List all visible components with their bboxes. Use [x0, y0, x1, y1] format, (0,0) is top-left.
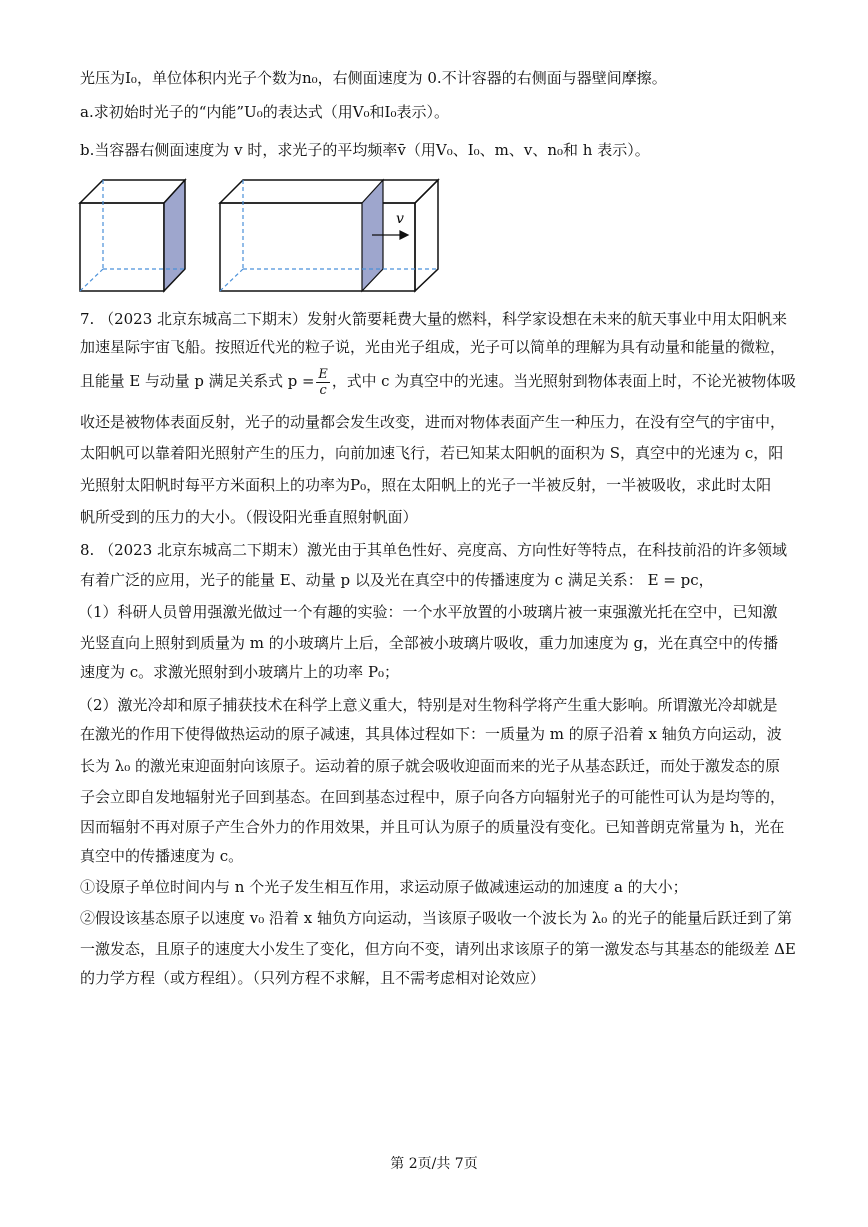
text-line: 7. （2023 北京东城高二下期末）发射火箭要耗费大量的燃料，科学家设想在未来的航天事业中用太阳帆来: [80, 310, 788, 328]
text-line: 长为 λ₀ 的激光束迎面射向该原子。运动着的原子就会吸收迎面而来的光子从基态跃迁，而处于激发态的原: [80, 757, 781, 775]
small-box: [80, 180, 185, 291]
text-line: （2）激光冷却和原子捕获技术在科学上意义重大，特别是对生物科学将产生重大影响。所谓激光冷却就是: [78, 696, 778, 714]
text-line: 光压为I₀，单位体积内光子个数为n₀，右侧面速度为 0.不计容器的右侧面与器壁间摩擦。: [80, 69, 667, 87]
text-line: 速度为 c。求激光照射到小玻璃片上的功率 P₀；: [80, 663, 400, 681]
container-figure: [78, 175, 440, 293]
fraction-denominator: c: [319, 382, 327, 398]
text-line: 子会立即自发地辐射光子回到基态。在回到基态过程中，原子向各方向辐射光子的可能性可认为是均等的，: [80, 788, 786, 806]
text-line: 因而辐射不再对原子产生合外力的作用效果，并且可认为原子的质量没有变化。已知普朗克常量为 h，光在: [80, 818, 785, 836]
text-line: 收还是被物体表面反射，光子的动量都会发生改变，进而对物体表面产生一种压力，在没有空气的宇宙中，: [80, 413, 786, 431]
text-line: （1）科研人员曾用强激光做过一个有趣的实验：一个水平放置的小玻璃片被一束强激光托在空中，已知激: [78, 603, 778, 621]
text-line: 真空中的传播速度为 c。: [80, 847, 244, 865]
text-line: b.当容器右侧面速度为 v 时，求光子的平均频率v̄（用V₀、I₀、m、v、n₀和 h 表示）。: [80, 141, 650, 159]
text-line: 光照射太阳帆时每平方米面积上的功率为P₀，照在太阳帆上的光子一半被反射，一半被吸收，求此时太阳: [80, 476, 772, 494]
text-segment: ，式中 c 为真空中的光速。当光照射到物体表面上时，不论光被物体吸: [331, 372, 797, 390]
text-line: 的力学方程（或方程组）。（只列方程不求解，且不需考虑相对论效应）: [80, 969, 546, 987]
text-line: 在激光的作用下使得做热运动的原子减速，其具体过程如下：一质量为 m 的原子沿着 x 轴负方向运动，波: [80, 725, 782, 743]
text-line: a.求初始时光子的“内能”U₀的表达式（用V₀和I₀表示）。: [80, 103, 449, 121]
text-line: 有着广泛的应用，光子的能量 E、动量 p 以及光在真空中的传播速度为 c 满足关系： E = pc，: [80, 571, 714, 589]
text-segment: 且能量 E 与动量 p 满足关系式 p =: [80, 372, 315, 390]
text-line: 一激发态，且原子的速度大小发生了变化，但方向不变，请列出求该原子的第一激发态与其基态的能级差 ΔE: [80, 940, 796, 958]
formula-line: [80, 366, 796, 398]
text-line: 8. （2023 北京东城高二下期末）激光由于其单色性好、亮度高、方向性好等特点，在科技前沿的许多领域: [80, 541, 788, 559]
text-line: 太阳帆可以靠着阳光照射产生的压力，向前加速飞行，若已知某太阳帆的面积为 S，真空中的光速为 c，阳: [80, 444, 784, 462]
page-footer: 第 2页/共 7页: [390, 1156, 478, 1172]
fraction-numerator: E: [318, 366, 328, 382]
text-line: 光竖直向上照射到质量为 m 的小玻璃片上后，全部被小玻璃片吸收，重力加速度为 g，光在真空中的传播: [80, 634, 779, 652]
text-line: 帆所受到的压力的大小。（假设阳光垂直照射帆面）: [80, 508, 418, 526]
text-line: ②假设该基态原子以速度 v₀ 沿着 x 轴负方向运动，当该原子吸收一个波长为 λ₀ 的光子的能量后跃迁到了第: [80, 909, 793, 927]
velocity-label: v: [396, 211, 404, 227]
text-line: ①设原子单位时间内与 n 个光子发生相互作用，求运动原子做减速运动的加速度 a 的大小；: [80, 878, 688, 896]
text-line: 加速星际宇宙飞船。按照近代光的粒子说，光由光子组成，光子可以简单的理解为具有动量和能量的微粒，: [80, 338, 786, 356]
fraction-e-over-c: [316, 367, 329, 398]
